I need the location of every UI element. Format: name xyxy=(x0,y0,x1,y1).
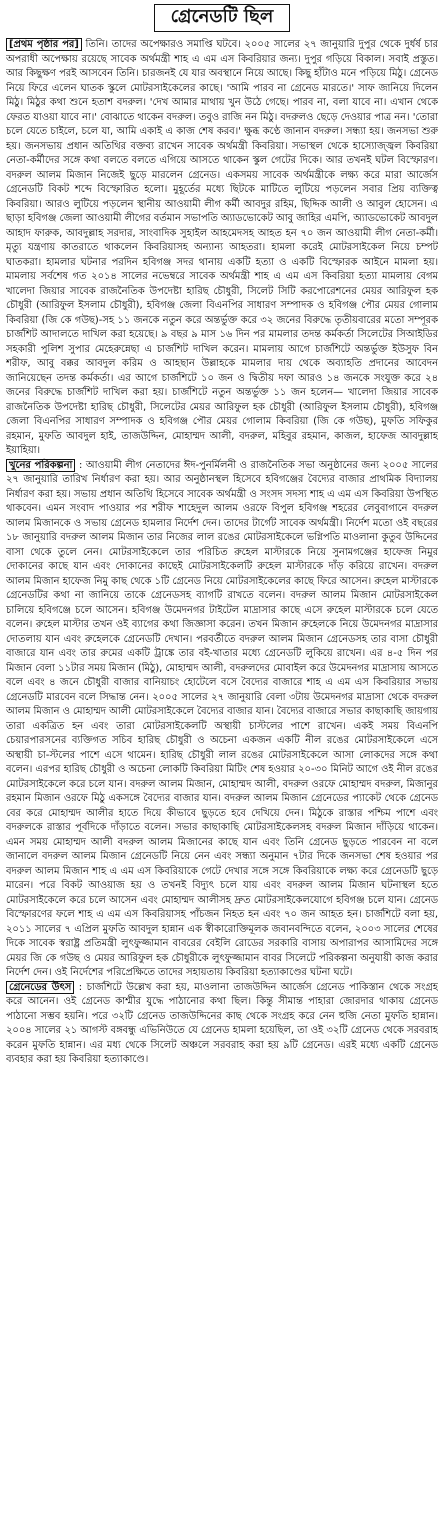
plan-paragraph xyxy=(6,459,438,981)
source-heading: গ্রেনেডের উৎস xyxy=(6,981,74,994)
headline-box xyxy=(6,4,438,32)
plan-text: : আওয়ামী লীগ নেতাদের ঈদ-পুনর্মিলনী ও রাজনৈতিক সভা অনুষ্ঠানের জন্য ২০০৫ সালের ২৭ জানুয়ারি তারিখ নির্ধারণ করা হয়। আর অনুষ্ঠানস্থল হিসেবে হবিগঞ্জের বৈদ্যের বাজার প্রাথমিক বিদ্যালয় নির্ধারণ করা হয়। সভায় প্রধান অতিথি হিসেবে সাবেক অর্থমন্ত্রী ও সংসদ সদস্য শাহ এ এম এস কিবরিয়া উপস্থিত থাকবেন। এমন সংবাদ পাওয়ার পর শরীফ শাহেদুল আলম ওরফে বিপুল হবিগঞ্জ শহরের লেবুবাগানে বদরুল আলম মিজানকে ও সভায় গ্রেনেড হামলার নির্দেশ দেন। তাদের টার্গেট সাবেক অর্থমন্ত্রী। নির্দেশ মতো ওই বছরের ১৮ জানুয়ারি বদরুল আলম মিজান তার নিজের লাল রঙের মোটরসাইকেলে ভগ্নিপতি মাওলানা কুতুব উদ্দিনের বাসা থেকে তুলে নেন। মোটরসাইকেলে তার পরিচিত রুহেল মাস্টারকে নিয়ে সুনামগঞ্জের হাফেজ নিমুর দোকানের কাছে যান এবং দোকানের কাছেই মোটরসাইকেলটি রুহেল মাস্টারকে দাঁড় করিয়ে রাখেন। বদরুল আলম মিজান হাফেজ নিমু কাছ থেকে ১টি গ্রেনেড নিয়ে মোটরসাইকেলের কাছে ফিরে আসেন। রুহেল মাস্টারকে গ্রেনেডটির কথা না জানিয়ে তাকে গ্রেনেডসহ ব্যাগটি রাখতে বলেন। বদরুল আলম মিজান মোটরসাইকেল চালিয়ে হবিগঞ্জে চলে আসেন। হবিগঞ্জ উমেদনগর টাইটেল মাদ্রাসার কাছে এসে রুহেল মাস্টারকে চলে যেতে বলেন। রুহেল মাস্টার তখন ওই ব্যাগের কথা জিজ্ঞাসা করেন। তখন মিজান রুহেলকে নিয়ে উমেদনগর মাদ্রাসার দোতলায় যান এবং রুহেলকে গ্রেনেডটি দেখান। পরবর্তীতে বদরুল আলম মিজান গ্রেনেডসহ তার বাসা চৌধুরী বাজারে যান এবং তার রুমের একটি ট্রাঙ্কে তার বই-খাতার মধ্যে গ্রেনেডটি লুকিয়ে রাখেন। এর ৪-৫ দিন পর মিজান বেলা ১১টার সময় মিজান (মিঠু), মোহাম্মদ আলী, বদরুলদের মোবাইল করে উমেদনগর মাদ্রাসায় আসতে বলে এবং ৪ জনে চৌধুরী বাজার বানিয়াচং হোটেলে বসে বৈদ্যের বাজারে শাহ এ এম এস কিবরিয়ার সভায় গ্রেনেডটি মারবেন বলে সিদ্ধান্ত নেন। ২০০৫ সালের ২৭ জানুয়ারি বেলা ৩টায় উমেদনগর মাদ্রাসা থেকে বদরুল আলম মিজান ও মোহাম্মদ আলী মোটরসাইকেলে বৈদ্যের বাজার যান। বৈদ্যের বাজারে সভার কাছাকাছি জায়গায় তারা একত্রিত হন এবং তারা মোটরসাইকেলটি অস্থায়ী চাস্টলের পাশে রাখেন। একই সময় বিএনপি চেয়ারপারসনের ব্যক্তিগত সচিব হারিছ চৌধুরী ও অচেনা একজন একটি নীল রঙের মোটরসাইকেলে এসে অস্থায়ী চা-স্টলের পাশে এসে থামেন। হারিছ চৌধুরী লাল রঙের মোটরসাইকেলে আসা লোকদের সঙ্গে কথা বলেন। এরপর হারিছ চৌধুরী ও অচেনা লোকটি কিবরিয়া মিটিং শেষ হওয়ার ২০-৩০ মিনিট আগে ওই নীল রঙের মোটরসাইকেলে করে চলে যান। বদরুল আলম মিজান, মোহাম্মদ আলী, বদরুল ওরফে মোহাম্মদ বদরুল, মিজানুর রহমান মিজান ওরফে মিঠু একসঙ্গে বৈদ্যের বাজার যান। বদরুল আলম মিজান গ্রেনেডের প্যাকেট থেকে গ্রেনেড বের করে মোহাম্মদ আলীর হাতে দিয়ে কীভাবে ছুড়তে হবে দেখিয়ে দেন। মিঠুকে রাস্তার পশ্চিম পাশে এবং বদরুলকে রাস্তার পূর্বদিকে দাঁড়াতে বলেন। সভার কাছাকাছি মোটরসাইকেলসহ বদরুল মিজান দাঁড়িয়ে থাকেন। এমন সময় মোহাম্মদ আলী বদরুল আলম মিজানের কাছে যান এবং তিনি গ্রেনেড ছুড়তে পারবেন না বলে জানালে বদরুল আলম মিজান গ্রেনেডটি নিয়ে নেন এবং সন্ধ্যা অনুমান ৭টার দিকে জনসভা শেষ হওয়ার পর বদরুল আলম মিজান শাহ এ এম এস কিবরিয়াকে গেটে দেখার সঙ্গে সঙ্গে কিবরিয়াকে লক্ষ্য করে গ্রেনেডটি ছুড়ে মারেন। পরে বিকট আওয়াজ হয় ও তখনই বিদ্যুৎ চলে যায় এবং বদরুল আলম মিজান ঘটনাস্থল হতে মোটরসাইকেলে করে চলে আসেন এবং মোহাম্মদ আলীসহ দ্রুত মোটরসাইকেলযোগে হবিগঞ্জ চলে যান। গ্রেনেড বিস্ফোরণের ফলে শাহ এ এম এস কিবরিয়াসহ পাঁচজন নিহত হন এবং ৭০ জন আহত হন। চার্জশিটে বলা হয়, ২০১১ সালের ৭ এপ্রিল মুফতি আবদুল হান্নান এক স্বীকারোক্তিমূলক জবানবন্দিতে বলেন, ২০০৩ সালের শেষের দিকে সাবেক স্বরাষ্ট্র প্রতিমন্ত্রী লুৎফুজ্জামান বাবরের বেইলি রোডের সরকারি বাসায় অপারাপর আসামিদের সঙ্গে মেয়র জি কে গউছ ও মেয়র আরিফুল হক চৌধুরীকে লুৎফুজ্জামান বাবর সিলেটে পরিকল্পনা অনুযায়ী কাজ করার নির্দেশ দেন। ওই নির্দেশের পরিপ্রেক্ষিতে তাদের সহায়তায় কিবরিয়া হত্যাকাণ্ডের ঘটনা ঘটে। xyxy=(6,459,438,978)
source-paragraph xyxy=(6,981,438,1068)
article-body xyxy=(6,38,438,1068)
intro-text: তিনি। তাদের অপেক্ষারও সমাপ্তি ঘটবে। ২০০৫ সালের ২৭ জানুয়ারি দুপুর থেকে দুর্ধর্ষ চার অপরাধী অপেক্ষায় রয়েছে সাবেক অর্থমন্ত্রী শাহ এ এম এস কিবরিয়ার জন্য। দুপুর গড়িয়ে বিকাল। সবাই প্রস্তুত। আর কিছুক্ষণ পরই আসবেন তিনি। চারজনই যে যার অবস্থানে নিয়ে আছে। কিছু হাঁটাও মনে পড়িয়ে মিঠু। গ্রেনেড নিয়ে ফিরে এলেন ঘাতক স্কুলে মোটরসাইকেলের কাছে। 'আমি পারব না গ্রেনেড মারতে।' সাফ জানিয়ে দিলেন মিঠু। মিঠুর কথা শুনে হতাশ বদরুল। 'দেখ আমার মাথায় খুন উঠে গেছে। পারব না, বলা যাবে না। এখান থেকে ফেরত যাওয়া যাবে না।' বোঝাতে থাকেন বদরুল। তবুও রাজি নন মিঠু। বদরুলও ছেড়ে দেওয়ার পাত্র নন। 'তোরা চলে যেতে চাইলে, চলে যা, আমি একাই এ কাজ শেষ করব।' ক্ষুব্ধ কণ্ঠে জানান বদরুল। সন্ধ্যা হয়। জনসভা শুরু হয়। জনসভায় প্রধান অতিথির বক্তব্য রাখেন সাবেক অর্থমন্ত্রী কিবরিয়া। সভাস্থল থেকে হাস্যোজ্জ্বল কিবরিয়া নেতা-কর্মীদের সঙ্গে কথা বলতে বলতে এগিয়ে আসতে থাকেন স্কুল গেটের দিকে। আর তখনই ঘটল বিস্ফোরণ। বদরুল আলম মিজান নিজেই ছুড়ে মারলেন গ্রেনেড। একসময় সাবেক অর্থমন্ত্রীকে লক্ষ্য করে মারা আর্জেস গ্রেনেডটি বিকট শব্দে বিস্ফোরিত হলো। মুহূর্তের মধ্যে ছিটকে মাটিতে লুটিয়ে পড়লেন সবার প্রিয় ব্যক্তিত্ব কিবরিয়া। আরও লুটিয়ে পড়লেন স্থানীয় আওয়ামী লীগ কর্মী আবদুর রহিম, ছিদ্দিক আলী ও আবুল হোসেন। এ ছাড়া হবিগঞ্জ জেলা আওয়ামী লীগের বর্তমান সভাপতি অ্যাডভোকেট আবু জাহির এমপি, অ্যাডভোকেট আবদুল আহাদ ফারুক, আবদুল্লাহ সরদার, সাংবাদিক সুহাইল আহমেদসহ আহত হন ৭০ জন আওয়ামী লীগ নেতা-কর্মী। মৃত্যু যন্ত্রণায় কাতরাতে থাকলেন কিবরিয়াসহ অন্যান্য আহতরা। হামলা করেই মোটরসাইকেল নিয়ে চম্পট ঘাতকরা। হামলার ঘটনার পরদিন হবিগঞ্জ সদর থানায় একটি হত্যা ও একটি বিস্ফোরক আইনে মামলা হয়। মামলায় সর্বশেষ গত ২০১৪ সালের নভেম্বরে সাবেক অর্থমন্ত্রী শাহ এ এম এস কিবরিয়া হত্যা মামলায় বেগম খালেদা জিয়ার সাবেক রাজনৈতিক উপদেষ্টা হারিছ চৌধুরী, সিলেট সিটি করপোরেশনের মেয়র আরিফুল হক চৌধুরী (আরিফুল ইসলাম চৌধুরী), হবিগঞ্জ জেলা বিএনপির সাধারণ সম্পাদক ও হবিগঞ্জ পৌর মেয়র গোলাম কিবরিয়া (জি কে গউছ)-সহ ১১ জনকে নতুন করে অন্তর্ভুক্ত করে ৩২ জনের বিরুদ্ধে তৃতীয়বারের মতো সম্পূরক চার্জশিট আদালতে দাখিল করা হয়েছে। ৯ বছর ৯ মাস ১৬ দিন পর মামলার তদন্ত কর্মকর্তা সিলেটের সিআইডির সহকারী পুলিশ সুপার মেহেরুন্নেছা এ চার্জশিট দাখিল করেন। মামলায় আগে চার্জশিটে অন্তর্ভুক্ত ইউসুফ বিন শরীফ, আবু বক্কর আবদুল করিম ও আহছান উল্লাহকে মামলার দায় থেকে অব্যাহতি প্রদানের আবেদন জানিয়েছেন তদন্ত কর্মকর্তা। এর আগে চার্জশিটে ১০ জন ও দ্বিতীয় দফা আরও ১৪ জনকে সংযুক্ত করে ২৪ জনের বিরুদ্ধে চার্জশিট দাখিল করা হয়। চার্জশিটে নতুন অন্তর্ভুক্ত ১১ জন হলেন— খালেদা জিয়ার সাবেক রাজনৈতিক উপদেষ্টা হারিছ চৌধুরী, সিলেটের মেয়র আরিফুল হক চৌধুরী (আরিফুল ইসলাম চৌধুরী), হবিগঞ্জ জেলা বিএনপির সাধারণ সম্পাদক ও হবিগঞ্জ পৌর মেয়র গোলাম কিবরিয়া (জি কে গউছ), মুফতি সফিকুর রহমান, মুফতি আবদুল হাই, তাজউদ্দিন, মোহাম্মদ আলী, বদরুল, মহিবুর রহমান, কাজল, হাফেজ আবদুল্লাহ ইয়াহিয়া। xyxy=(6,39,438,456)
article-headline: গ্রেনেডটি ছিল xyxy=(154,4,291,32)
source-text: : চার্জশিটে উল্লেখ করা হয়, মাওলানা তাজউদ্দিন আর্জেস গ্রেনেড পাকিস্তান থেকে সংগ্রহ করে আনেন। ওই গ্রেনেড কাশ্মীর যুদ্ধে পাঠানোর কথা ছিল। কিন্তু সীমান্ত পাহারা জোরদার থাকায় গ্রেনেড পাঠানো সম্ভব হয়নি। পরে ৩২টি গ্রেনেড তাজউদ্দিনের কাছ থেকে সংগ্রহ করে নেন হুজি নেতা মুফতি হান্নান। ২০০৪ সালের ২১ আগস্ট বঙ্গবন্ধু এভিনিউতে যে গ্রেনেড হামলা হয়েছিল, তা ওই ৩২টি গ্রেনেড থেকে সরবরাহ করেন মুফতি হান্নান। এর মধ্য থেকে সিলেট অঞ্চলে সরবরাহ করা হয় ৯টি গ্রেনেড। এরই মধ্যে একটি গ্রেনেড ব্যবহার করা হয় কিবরিয়া হত্যাকাণ্ডে। xyxy=(6,981,438,1065)
intro-paragraph xyxy=(6,38,438,459)
plan-heading: খুনের পরিকল্পনা xyxy=(6,459,75,472)
continuation-tag: [প্রথম পৃষ্ঠার পর] xyxy=(6,38,82,51)
